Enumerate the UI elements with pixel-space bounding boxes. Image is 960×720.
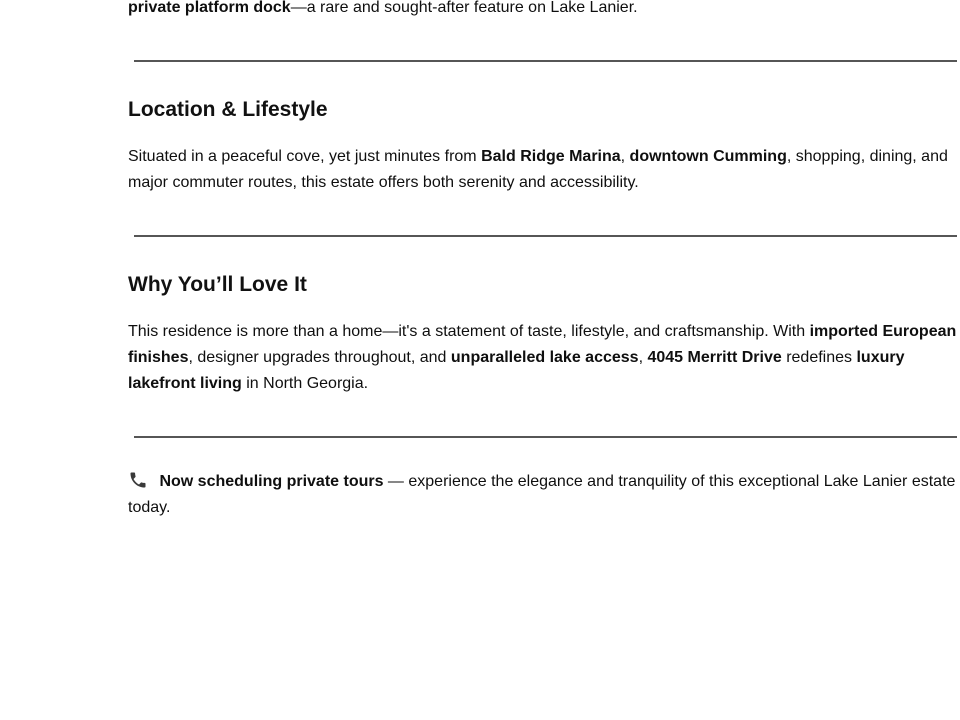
- text-segment: ,: [638, 349, 648, 366]
- text-segment: Now scheduling private tours: [159, 473, 384, 490]
- text-segment: unparalleled lake access: [450, 349, 639, 366]
- section-divider: [134, 60, 957, 62]
- text-segment: Bald Ridge Marina: [481, 148, 621, 165]
- dock-paragraph-tail: [128, 0, 957, 21]
- text-segment: redefines: [781, 349, 857, 366]
- text-segment: downtown Cumming: [629, 148, 787, 165]
- text-segment: luxury lakefront living: [128, 349, 905, 392]
- text-segment: 4045 Merritt Drive: [647, 349, 782, 366]
- text-segment: private platform dock: [128, 0, 291, 16]
- text-segment: imported European finishes: [128, 323, 957, 366]
- why-youll-love-it-heading: Why You’ll Love It: [128, 273, 307, 296]
- tours-callout-paragraph: [128, 469, 957, 521]
- text-segment: Situated in a peaceful cove, yet just minutes from: [128, 148, 482, 165]
- text-segment: , designer upgrades throughout, and: [188, 349, 451, 366]
- listing-article: [128, 0, 960, 521]
- location-lifestyle-paragraph: [128, 144, 957, 196]
- text-segment: ,: [620, 148, 630, 165]
- text-segment: , shopping, dining, and major commuter routes, this estate offers both serenity and accessibility.: [128, 148, 948, 191]
- text-segment: —a rare and sought-after feature on Lake Lanier.: [290, 0, 638, 16]
- why-youll-love-it-paragraph: [128, 319, 957, 397]
- text-segment: in North Georgia.: [241, 375, 369, 392]
- location-lifestyle-heading: Location & Lifestyle: [128, 98, 328, 121]
- text-segment: This residence is more than a home—it's a statement of taste, lifestyle, and craftsmanship. With: [128, 323, 810, 340]
- phone-receiver-icon: [128, 470, 148, 490]
- section-divider: [134, 235, 957, 237]
- text-segment: — experience the elegance and tranquility of this exceptional Lake Lanier estate today.: [128, 473, 956, 516]
- section-divider: [134, 436, 957, 438]
